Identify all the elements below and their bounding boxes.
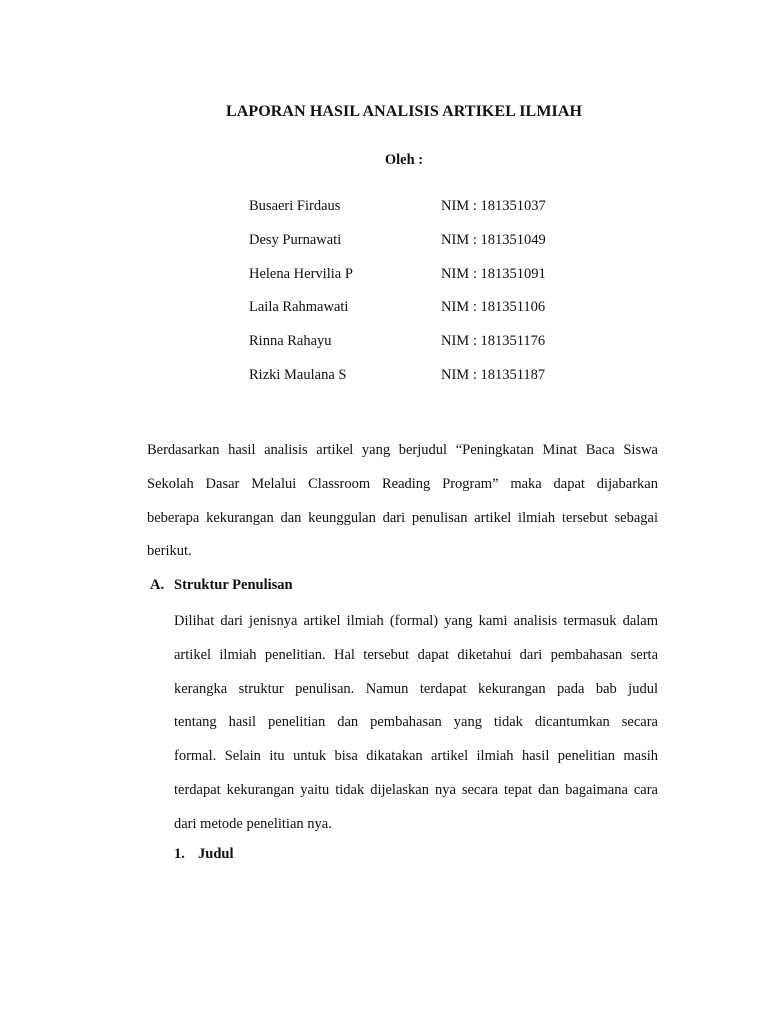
paragraph-line: Dilihat dari jenisnya artikel ilmiah (formal) yang kami analisis termasuk dalam: [174, 613, 658, 629]
author-nim: NIM : 181351049: [441, 231, 546, 248]
author-name: Helena Hervilia P: [249, 265, 353, 282]
paragraph-line: dari metode penelitian nya.: [174, 815, 332, 832]
author-nim: NIM : 181351091: [441, 265, 546, 282]
paragraph-line: kerangka struktur penulisan. Namun terdapat kekurangan pada bab judul: [174, 680, 658, 697]
section-a-heading: [150, 577, 293, 594]
paragraph-line: formal. Selain itu untuk bisa dikatakan artikel ilmiah hasil penelitian masih: [174, 748, 658, 765]
author-row: [249, 232, 609, 266]
author-nim: NIM : 181351106: [441, 299, 546, 316]
author-name: Rizki Maulana S: [249, 366, 347, 383]
author-name: Busaeri Firdaus: [249, 198, 341, 214]
section-a-paragraph: [174, 611, 658, 848]
subsection-1-heading: [174, 846, 233, 863]
intro-paragraph: [147, 440, 658, 575]
author-name: Laila Rahmawati: [249, 299, 349, 316]
author-row: [249, 198, 609, 232]
by-label: Oleh :: [384, 152, 424, 168]
paragraph-line: terdapat kekurangan yaitu tidak dijelaskan nya secara tepat dan bagaimana cara: [174, 781, 658, 798]
author-nim: NIM : 181351176: [441, 333, 546, 350]
paragraph-line: berikut.: [147, 543, 192, 560]
author-nim: NIM : 181351187: [441, 366, 546, 383]
subsection-1-title: Judul: [198, 846, 234, 862]
paragraph-line: Berdasarkan hasil analisis artikel yang berjudul “Peningkatan Minat Baca Siswa: [147, 442, 658, 458]
author-row: [249, 333, 609, 367]
author-name: Desy Purnawati: [249, 231, 342, 248]
author-name: Rinna Rahayu: [249, 333, 332, 350]
subsection-1-marker: 1.: [174, 846, 185, 862]
paragraph-line: beberapa kekurangan dan keunggulan dari penulisan artikel ilmiah tersebut sebagai: [147, 509, 658, 526]
author-row: [249, 299, 609, 333]
author-row: [249, 266, 609, 300]
section-a-marker: A.: [150, 577, 165, 593]
author-row: [249, 367, 609, 401]
document-title: LAPORAN HASIL ANALISIS ARTIKEL ILMIAH: [225, 103, 583, 120]
paragraph-line: tentang hasil penelitian dan pembahasan yang tidak dicantumkan secara: [174, 714, 658, 731]
author-list: [249, 198, 609, 401]
paragraph-line: Sekolah Dasar Melalui Classroom Reading Program” maka dapat dijabarkan: [147, 475, 658, 492]
paragraph-line: artikel ilmiah penelitian. Hal tersebut dapat diketahui dari pembahasan serta: [174, 646, 658, 663]
section-a-title: Struktur Penulisan: [174, 577, 293, 593]
author-nim: NIM : 181351037: [441, 198, 546, 214]
